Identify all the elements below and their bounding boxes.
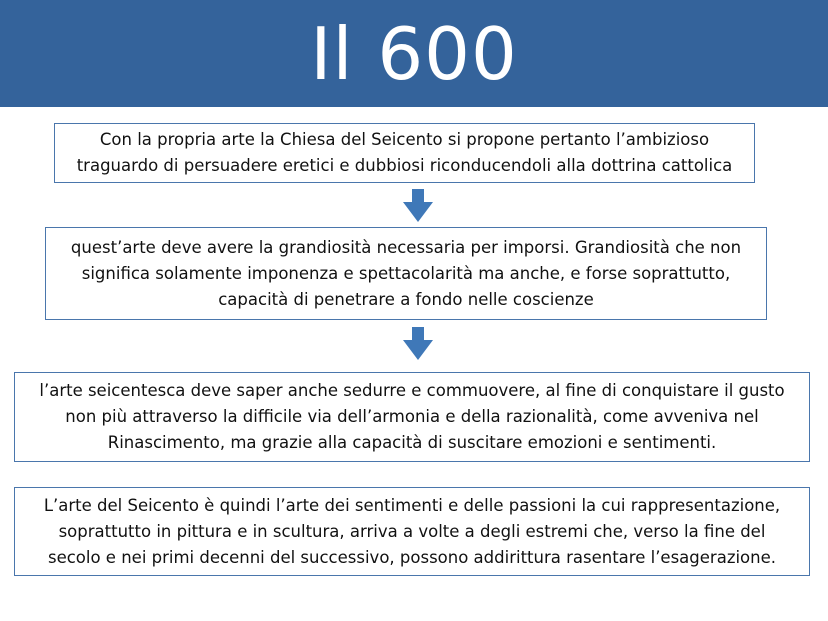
title-banner bbox=[0, 0, 828, 107]
box-line: L’arte del Seicento è quindi l’arte dei sentimenti e delle passioni la cui rappresentazione, bbox=[43, 495, 781, 515]
box-line: Rinascimento, ma grazie alla capacità di suscitare emozioni e sentimenti. bbox=[107, 433, 717, 452]
box-passions bbox=[14, 487, 810, 576]
box-grandiosity bbox=[45, 227, 767, 320]
box-line: significa solamente imponenza e spettacolarità ma anche, e forse soprattutto, bbox=[81, 263, 731, 283]
box-line: soprattutto in pittura e in scultura, arriva a volte a degli estremi che, verso la fine del bbox=[58, 521, 766, 541]
box-line: l’arte seicentesca deve saper anche sedurre e commuovere, al fine di conquistare il gusto bbox=[39, 381, 785, 400]
box-line: secolo e nei primi decenni del successivo, possono addirittura rasentare l’esagerazione. bbox=[47, 547, 777, 567]
box-seduction-text bbox=[39, 378, 784, 456]
slide-title: Il 600 bbox=[310, 12, 518, 96]
box-line: Con la propria arte la Chiesa del Seicento si propone pertanto l’ambizioso bbox=[99, 130, 710, 149]
box-line: quest’arte deve avere la grandiosità necessaria per imporsi. Grandiosità che non bbox=[70, 237, 742, 257]
box-persuasion bbox=[54, 123, 755, 183]
box-line: capacità di penetrare a fondo nelle coscienze bbox=[218, 289, 594, 309]
box-line: non più attraverso la difficile via dell’armonia e della razionalità, come avveniva nel bbox=[65, 407, 759, 426]
box-seduction bbox=[14, 372, 810, 462]
box-grandiosity-text bbox=[71, 235, 741, 313]
box-persuasion-text bbox=[77, 127, 733, 179]
box-passions-text bbox=[44, 493, 780, 571]
box-line: traguardo di persuadere eretici e dubbiosi riconducendoli alla dottrina cattolica bbox=[76, 156, 733, 175]
